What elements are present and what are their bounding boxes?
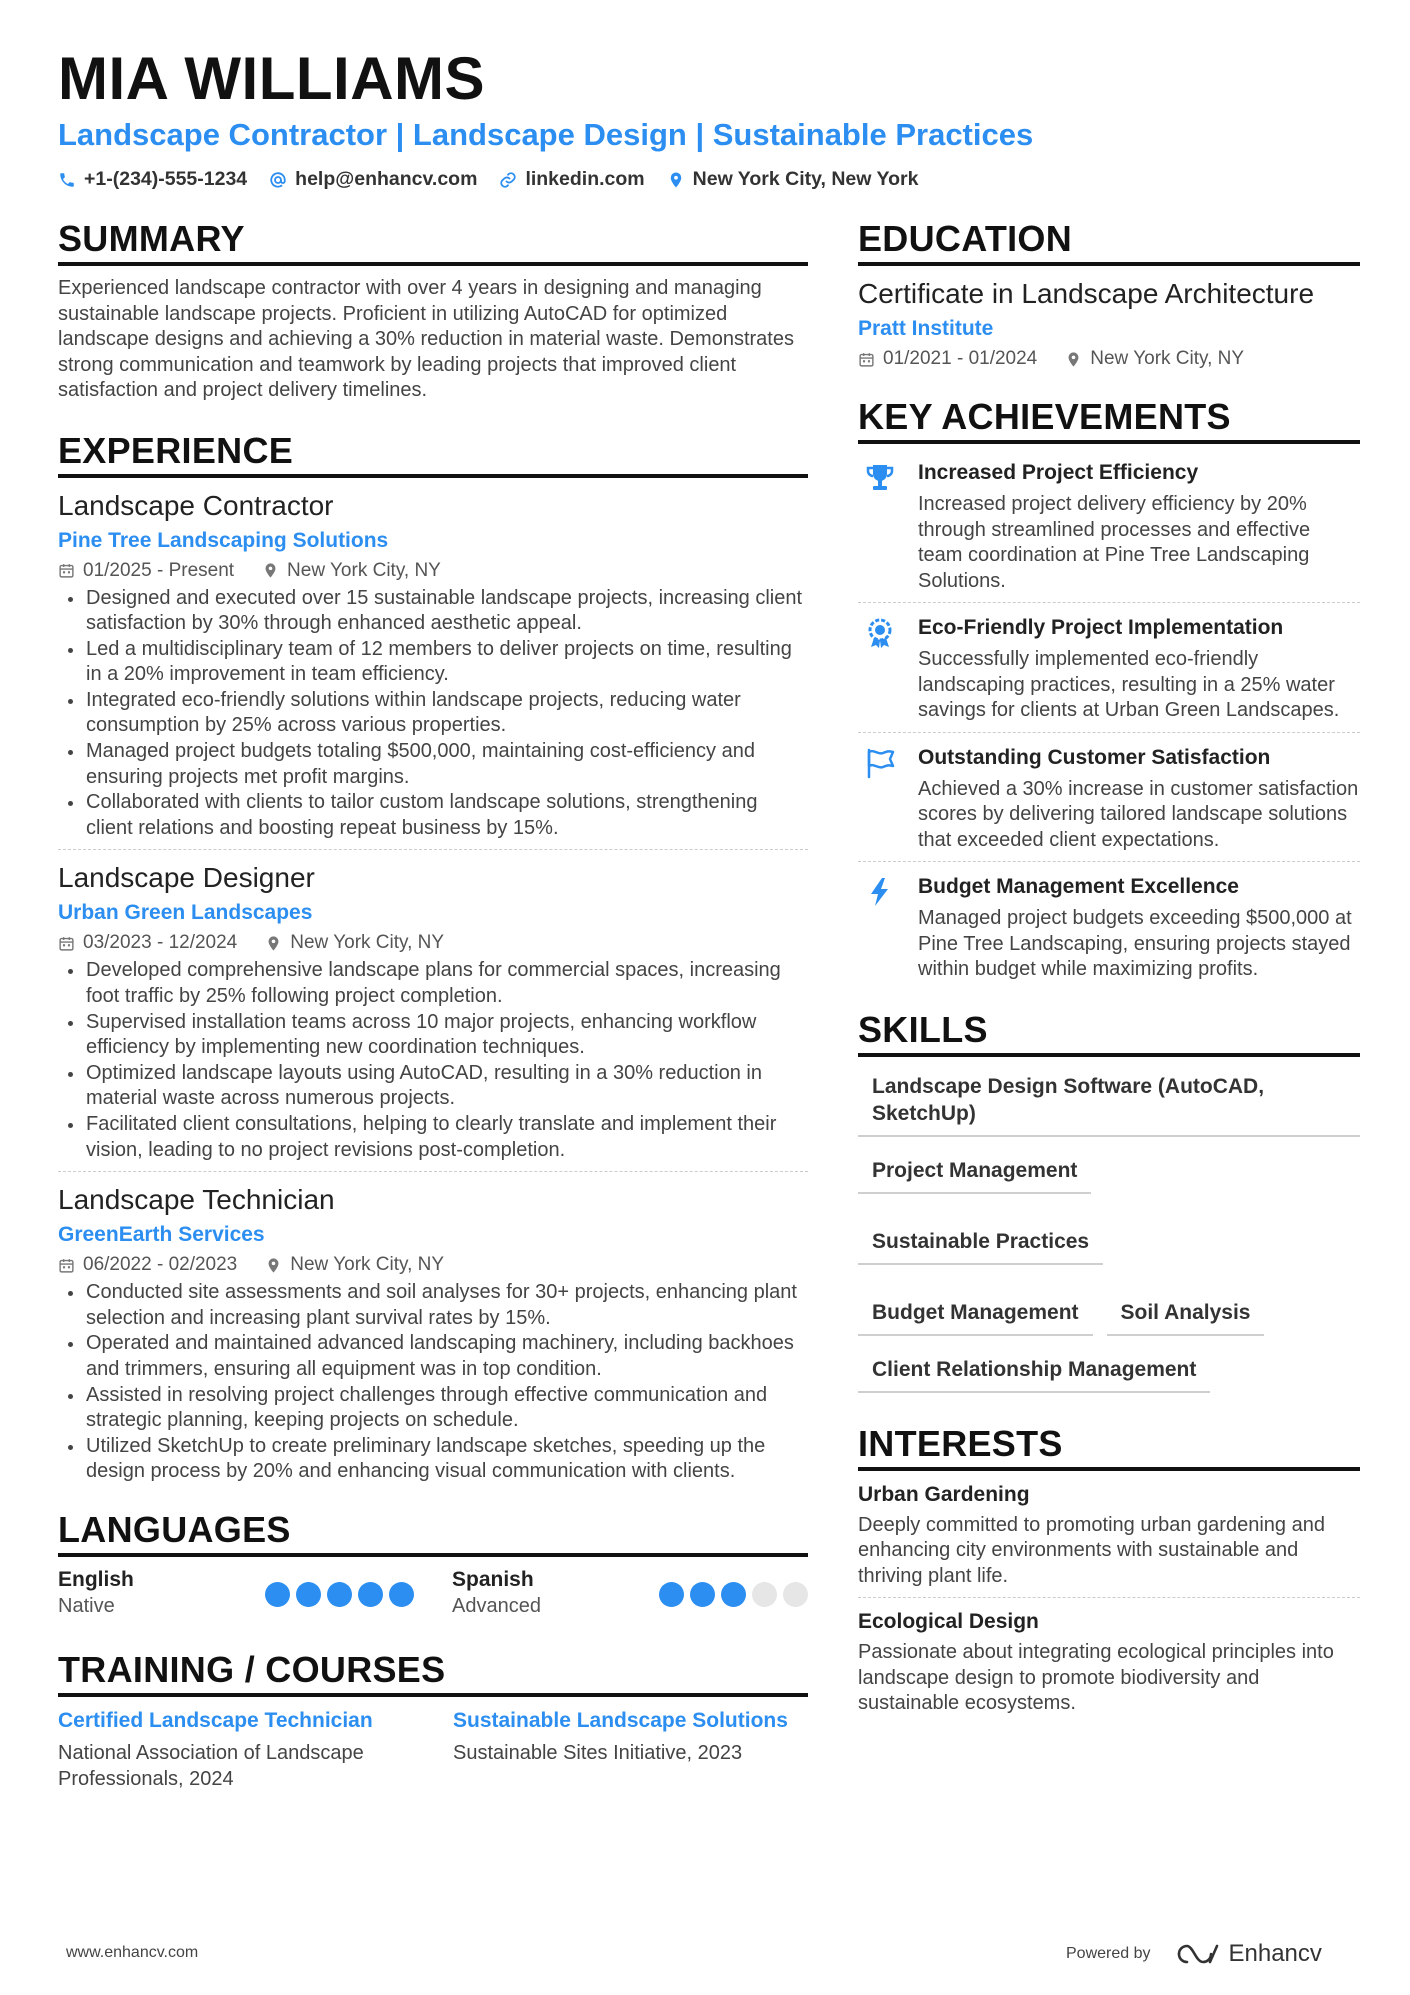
- achievement-item: [858, 454, 1360, 603]
- rating-dot-filled: [690, 1582, 715, 1607]
- course-item: [58, 1707, 413, 1792]
- language-rating: [659, 1582, 808, 1619]
- education-location: [1065, 348, 1244, 370]
- skill-tag: Soil Analysis: [1107, 1293, 1265, 1336]
- linkedin-text: linkedin.com: [525, 168, 645, 190]
- job-bullet: Optimized landscape layouts using AutoCAD, resulting in a 30% reduction in material waste across numerous projects.: [58, 1061, 808, 1112]
- location-pin-icon: [265, 1257, 282, 1274]
- language-level: Native: [58, 1594, 115, 1617]
- achievement-desc: Increased project delivery efficiency by 20% through streamlined processes and effective team coordination at Pine Tree Landscaping Solutions.: [918, 493, 1311, 592]
- location-pin-icon: [1065, 351, 1082, 368]
- education-degree: Certificate in Landscape Architecture: [858, 278, 1315, 309]
- contact-email[interactable]: [269, 168, 477, 191]
- job-dates: [58, 1254, 237, 1276]
- education-section: [858, 218, 1360, 370]
- link-icon: [499, 171, 517, 189]
- language-name: English: [58, 1567, 134, 1591]
- rating-dot-filled: [296, 1582, 321, 1607]
- skill-tag: Project Management: [858, 1151, 1091, 1194]
- calendar-icon: [58, 935, 75, 952]
- job-bullet: Managed project budgets totaling $500,000, maintaining cost-efficiency and ensuring projects met profit margins.: [58, 739, 808, 790]
- at-sign-icon: [269, 171, 287, 189]
- job-entry: [58, 488, 808, 851]
- skill-tag: Landscape Design Software (AutoCAD, SketchUp): [858, 1067, 1360, 1137]
- courses-title: TRAINING / COURSES: [58, 1649, 808, 1697]
- job-bullet: Conducted site assessments and soil analyses for 30+ projects, enhancing plant selection and increasing plant survival rates by 15%.: [58, 1280, 808, 1331]
- job-title: Landscape Contractor: [58, 489, 334, 521]
- skills-section: [858, 1009, 1360, 1393]
- achievement-icon-wrap: [858, 458, 902, 594]
- achievement-desc: Achieved a 30% increase in customer satisfaction scores by delivering tailored landscape solutions that exceeded client expectations.: [918, 777, 1359, 851]
- enhancv-logo-icon: [1175, 1942, 1221, 1966]
- job-entry: [58, 860, 808, 1172]
- calendar-icon: [58, 562, 75, 579]
- achievement-desc: Managed project budgets exceeding $500,000 at Pine Tree Landscaping, ensuring projects stayed within budget while maximizing profits.: [918, 907, 1352, 980]
- education-school: Pratt Institute: [858, 317, 994, 340]
- location-pin-icon: [262, 562, 279, 579]
- rating-dot-filled: [358, 1582, 383, 1607]
- email-text: help@enhancv.com: [295, 168, 478, 190]
- summary-text: Experienced landscape contractor with over 4 years in designing and managing sustainable landscape projects. Proficient in utilizing AutoCAD for optimized landscape designs and achieving a 30% reduction in material waste. Demonstrates strong communication and teamwork by leading projects that improved client satisfaction and project delivery timelines.: [58, 277, 794, 401]
- language-item: [452, 1567, 808, 1619]
- skill-tag: Client Relationship Management: [858, 1350, 1210, 1393]
- achievement-title: Eco-Friendly Project Implementation: [918, 616, 1284, 639]
- company-name: Urban Green Landscapes: [58, 901, 313, 925]
- achievement-title: Increased Project Efficiency: [918, 461, 1199, 484]
- rating-dot-empty: [752, 1582, 777, 1607]
- job-dates-text: 03/2023 - 12/2024: [83, 932, 238, 954]
- job-entry: [58, 1182, 808, 1493]
- candidate-name: MIA WILLIAMS: [58, 45, 486, 112]
- summary-section: [58, 218, 808, 404]
- job-location-text: New York City, NY: [290, 932, 445, 954]
- company-name: GreenEarth Services: [58, 1223, 265, 1247]
- achievement-icon-wrap: [858, 613, 902, 724]
- course-desc: Sustainable Sites Initiative, 2023: [453, 1741, 743, 1764]
- language-name: Spanish: [452, 1567, 534, 1591]
- rating-dot-filled: [327, 1582, 352, 1607]
- company-name: Pine Tree Landscaping Solutions: [58, 528, 389, 552]
- rating-dot-filled: [659, 1582, 684, 1607]
- phone-text: +1-(234)-555-1234: [84, 168, 248, 190]
- job-bullets: [58, 958, 808, 1163]
- powered-by: [1066, 1940, 1322, 1968]
- flag-icon: [864, 747, 896, 779]
- job-meta: [58, 560, 808, 582]
- rating-dot-empty: [783, 1582, 808, 1607]
- powered-by-label: Powered by: [1066, 1945, 1151, 1962]
- job-dates: [58, 560, 234, 582]
- job-bullet: Utilized SketchUp to create preliminary landscape sketches, speeding up the design process by 20% and enhancing visual communication with clients.: [58, 1434, 808, 1485]
- education-dates-text: 01/2021 - 01/2024: [883, 348, 1038, 369]
- languages-title: LANGUAGES: [58, 1509, 808, 1557]
- achievements-section: [858, 396, 1360, 991]
- achievement-item: [858, 868, 1360, 991]
- contact-linkedin[interactable]: [499, 168, 644, 191]
- courses-section: [58, 1649, 808, 1792]
- interest-desc: Deeply committed to promoting urban gardening and enhancing city environments with sustainable and thriving plant life.: [858, 1513, 1325, 1587]
- trophy-icon: [864, 462, 896, 494]
- skills-title: SKILLS: [858, 1009, 1360, 1057]
- achievement-desc: Successfully implemented eco-friendly landscaping practices, resulting in a 25% water savings for clients at Urban Green Landscapes.: [918, 648, 1340, 721]
- summary-title: SUMMARY: [58, 218, 808, 266]
- job-location: [265, 1254, 444, 1276]
- experience-section: [58, 430, 808, 1493]
- achievement-icon-wrap: [858, 872, 902, 983]
- language-level: Advanced: [452, 1594, 541, 1617]
- job-meta: [58, 932, 808, 954]
- education-title: EDUCATION: [858, 218, 1360, 266]
- achievement-icon-wrap: [858, 743, 902, 854]
- lightning-icon: [864, 876, 896, 908]
- language-item: [58, 1567, 414, 1619]
- job-bullet: Facilitated client consultations, helping to clearly translate and implement their vision, leading to no project revisions post-completion.: [58, 1112, 808, 1163]
- job-meta: [58, 1254, 808, 1276]
- job-dates: [58, 932, 237, 954]
- location-text: New York City, New York: [692, 168, 919, 190]
- achievement-title: Outstanding Customer Satisfaction: [918, 745, 1271, 769]
- achievement-title: Budget Management Excellence: [918, 875, 1239, 898]
- course-title: Sustainable Landscape Solutions: [453, 1708, 788, 1732]
- interest-title: Urban Gardening: [858, 1482, 1030, 1506]
- contact-bar: [58, 168, 918, 191]
- interest-desc: Passionate about integrating ecological principles into landscape design to promote biodiversity and sustainable ecosystems.: [858, 1641, 1334, 1714]
- rating-dot-filled: [265, 1582, 290, 1607]
- achievement-item: [858, 609, 1360, 733]
- course-list: [58, 1707, 808, 1792]
- job-location: [265, 932, 444, 954]
- job-bullet: Collaborated with clients to tailor custom landscape solutions, strengthening client relations and boosting repeat business by 15%.: [58, 790, 808, 841]
- language-rating: [265, 1582, 414, 1619]
- course-item: [453, 1707, 808, 1792]
- job-location-text: New York City, NY: [290, 1254, 445, 1276]
- job-title: Landscape Designer: [58, 862, 315, 894]
- footer-url[interactable]: www.enhancv.com: [66, 1944, 199, 1961]
- job-bullet: Operated and maintained advanced landscaping machinery, including backhoes and trimmers, ensuring all equipment was in top condition.: [58, 1331, 808, 1382]
- interest-item: [858, 1481, 1360, 1599]
- location-pin-icon: [667, 171, 685, 189]
- interest-title: Ecological Design: [858, 1610, 1039, 1633]
- contact-location: [667, 168, 919, 191]
- brand-name: Enhancv: [1228, 1940, 1322, 1967]
- rating-dot-filled: [389, 1582, 414, 1607]
- job-location-text: New York City, NY: [287, 559, 441, 581]
- job-bullet: Designed and executed over 15 sustainable landscape projects, increasing client satisfaction by 30% through enhanced aesthetic appeal.: [58, 586, 808, 637]
- rating-dot-filled: [721, 1582, 746, 1607]
- job-bullets: [58, 1280, 808, 1485]
- education-meta: [858, 348, 1360, 370]
- job-bullet: Led a multidisciplinary team of 12 members to deliver projects on time, resulting in a 20% improvement in team efficiency.: [58, 637, 808, 688]
- contact-phone[interactable]: [58, 168, 247, 191]
- interests-title: INTERESTS: [858, 1423, 1360, 1471]
- languages-section: [58, 1509, 808, 1619]
- skill-tag: Budget Management: [858, 1293, 1093, 1336]
- job-dates-text: 06/2022 - 02/2023: [83, 1254, 238, 1276]
- job-location: [262, 560, 441, 582]
- experience-title: EXPERIENCE: [58, 430, 808, 478]
- job-title: Landscape Technician: [58, 1184, 335, 1216]
- job-bullet: Integrated eco-friendly solutions within landscape projects, reducing water consumption by 25% across various properties.: [58, 688, 808, 739]
- interests-section: [858, 1423, 1360, 1725]
- job-bullets: [58, 586, 808, 842]
- achievements-title: KEY ACHIEVEMENTS: [858, 396, 1360, 444]
- course-desc: National Association of Landscape Professionals, 2024: [58, 1741, 364, 1790]
- course-title: Certified Landscape Technician: [58, 1708, 373, 1732]
- skill-list: [858, 1067, 1360, 1393]
- job-dates-text: 01/2025 - Present: [83, 559, 235, 581]
- achievement-item: [858, 739, 1360, 863]
- phone-icon: [58, 171, 76, 189]
- skill-tag: Sustainable Practices: [858, 1222, 1103, 1265]
- calendar-icon: [58, 1257, 75, 1274]
- language-list: [58, 1567, 808, 1619]
- job-bullet: Supervised installation teams across 10 major projects, enhancing workflow efficiency by implementing new coordination techniques.: [58, 1010, 808, 1061]
- left-column: [58, 218, 808, 1792]
- calendar-icon: [858, 351, 875, 368]
- candidate-headline: Landscape Contractor | Landscape Design | Sustainable Practices: [58, 117, 1034, 152]
- interest-item: [858, 1608, 1360, 1725]
- brand-logo[interactable]: [1175, 1940, 1322, 1968]
- award-badge-icon: [864, 617, 896, 649]
- job-bullet: Assisted in resolving project challenges through effective communication and strategic planning, keeping projects on schedule.: [58, 1383, 808, 1434]
- location-pin-icon: [265, 935, 282, 952]
- education-location-text: New York City, NY: [1090, 348, 1245, 369]
- right-column: [858, 218, 1360, 1735]
- job-bullet: Developed comprehensive landscape plans for commercial spaces, increasing foot traffic by 25% following project completion.: [58, 958, 808, 1009]
- education-dates: [858, 348, 1037, 370]
